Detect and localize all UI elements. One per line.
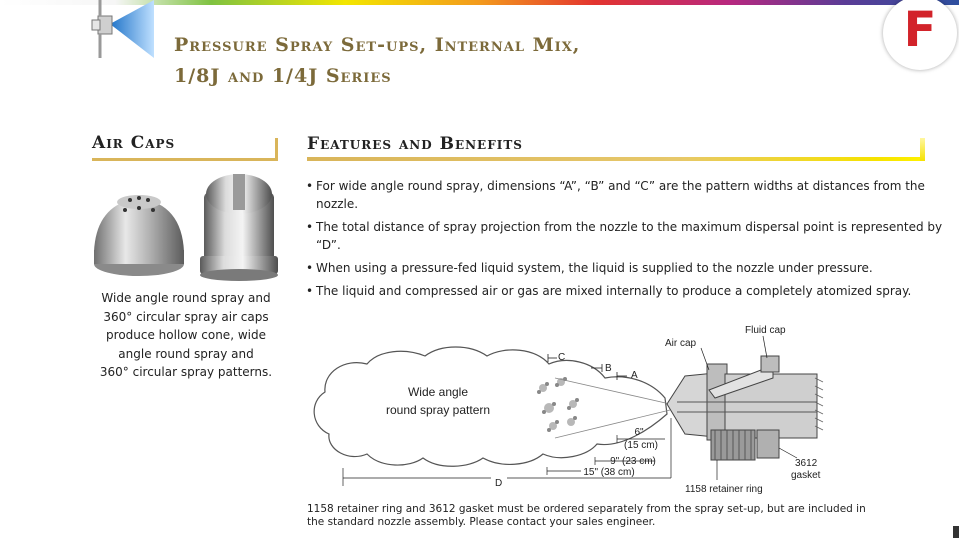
caption-line: Wide angle round spray and <box>101 291 271 305</box>
page-title-line2: 1/8J and 1/4J Series <box>174 65 392 87</box>
air-caps-photo <box>92 172 282 284</box>
gasket-label-1: 3612 <box>795 458 818 469</box>
wide-angle-air-cap <box>94 195 184 276</box>
pattern-label-2: round spray pattern <box>385 403 491 417</box>
air-caps-caption <box>92 289 280 382</box>
fluid-cap-label: Fluid cap <box>745 325 786 336</box>
air-caps-rule-tick <box>275 138 278 161</box>
feature-bullet: • For wide angle round spray, dimensions “A”, “B” and “C” are the pattern widths at distances from the nozzle. <box>306 177 946 213</box>
dist-6-cm: (15 cm) <box>624 440 658 451</box>
features-rule-tick <box>920 138 925 161</box>
feature-bullet: • The total distance of spray projection from the nozzle to the maximum dispersal point is represented by “D”. <box>306 218 946 254</box>
pattern-label-1: Wide angle <box>407 385 469 399</box>
dist-15: 15" (38 cm) <box>583 467 635 478</box>
dist-9: 9" (23 cm) <box>610 456 656 467</box>
label-d: D <box>495 478 503 489</box>
section-letter: F <box>903 2 937 58</box>
caption-line: produce hollow cone, wide <box>106 328 266 342</box>
page-title-line1: Pressure Spray Set-ups, Internal Mix, <box>174 34 581 56</box>
footnote-line: the standard nozzle assembly. Please contact your sales engineer. <box>307 516 656 528</box>
nozzle-assembly <box>667 356 823 460</box>
label-b: B <box>605 363 612 374</box>
spray-cloud-outline <box>314 347 667 466</box>
feature-bullet: • The liquid and compressed air or gas are mixed internally to produce a completely atomized spray. <box>306 282 946 300</box>
section-badge <box>883 0 957 70</box>
label-a: A <box>631 370 638 381</box>
features-list <box>306 177 946 305</box>
page-edge-mark <box>953 526 959 538</box>
caption-line: 360° circular spray air caps <box>103 309 269 324</box>
air-caps-rule <box>92 158 278 161</box>
air-caps-heading: Air Caps <box>92 133 176 153</box>
page-title <box>174 30 580 92</box>
dist-6-inch: 6" <box>634 427 644 438</box>
circular-360-air-cap <box>200 174 278 281</box>
footnote-line: 1158 retainer ring and 3612 gasket must be ordered separately from the spray set-up, but are included in <box>307 503 866 515</box>
footnote <box>307 503 907 529</box>
air-cap-label: Air cap <box>665 338 697 349</box>
caption-line: angle round spray and <box>118 346 254 361</box>
spray-nozzle-icon <box>84 0 156 58</box>
gasket-label-2: gasket <box>791 470 821 481</box>
caption-line: 360° circular spray patterns. <box>99 365 273 379</box>
feature-bullet: • When using a pressure-fed liquid system, the liquid is supplied to the nozzle under pressure. <box>306 259 946 277</box>
features-heading: Features and Benefits <box>307 134 523 154</box>
retainer-ring-label: 1158 retainer ring <box>685 484 763 495</box>
features-rule <box>307 157 925 161</box>
spray-pattern-diagram <box>305 318 845 498</box>
label-c: C <box>558 352 566 363</box>
